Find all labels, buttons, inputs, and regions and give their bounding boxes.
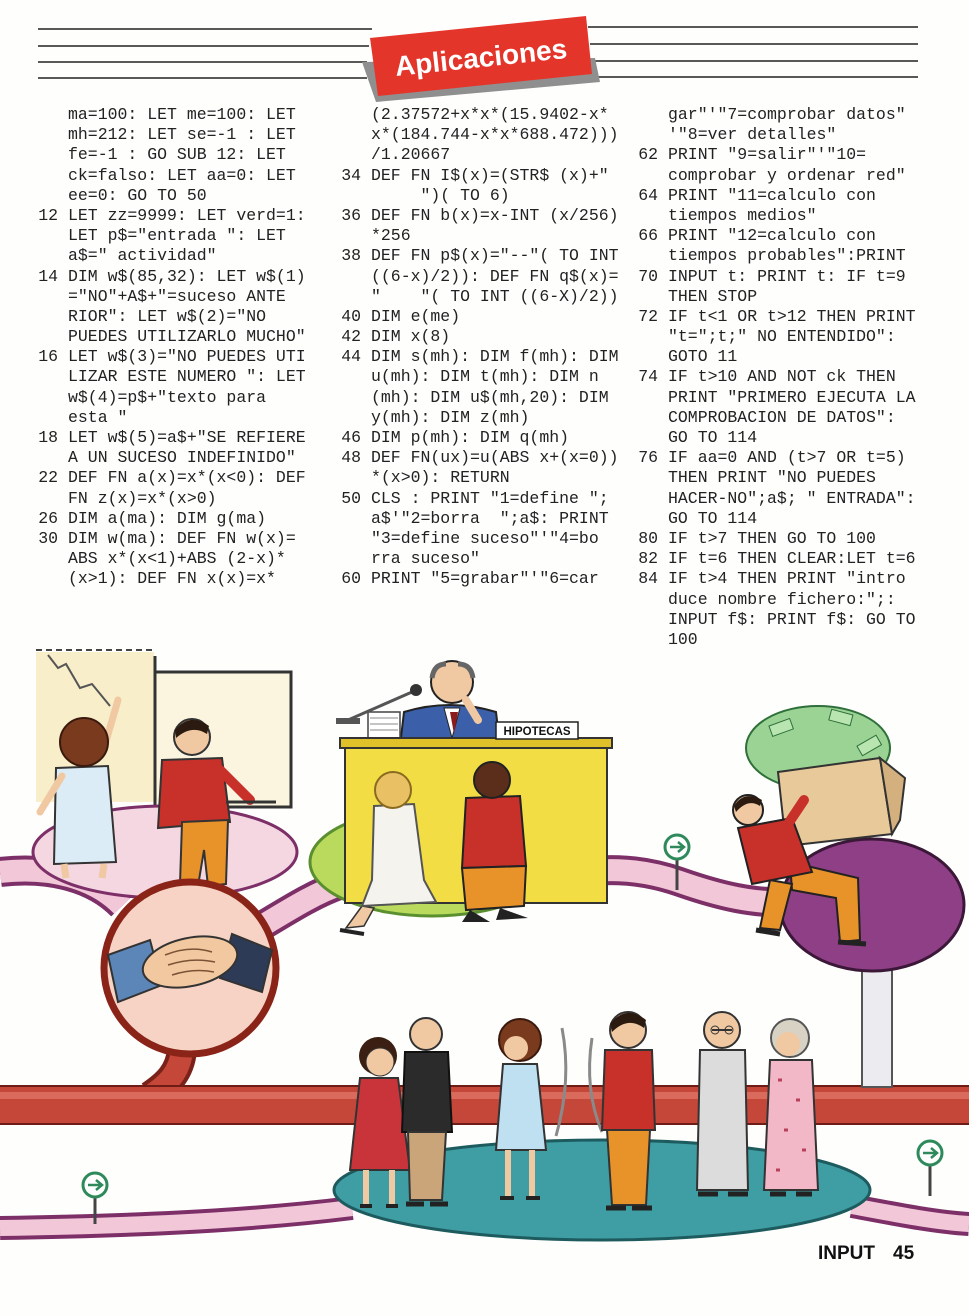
code-statement [338, 307, 630, 327]
code-text: tiempos probables":PRINT [668, 246, 906, 266]
code-line [35, 489, 327, 509]
code-text: DIM s(mh): DIM f(mh): DIM [371, 347, 619, 367]
code-text: DIM w$(85,32): LET w$(1) [68, 266, 306, 286]
code-text: IF t=6 THEN CLEAR:LET t=6 [668, 549, 916, 569]
code-text: IF t<1 OR t>12 THEN PRINT [668, 306, 916, 326]
code-line [635, 307, 927, 327]
code-text: PRINT "9=salir"'"10= [668, 145, 867, 165]
code-line [338, 529, 630, 549]
code-statement [635, 267, 927, 307]
code-text: fe=-1 : GO SUB 12: LET [68, 145, 286, 165]
code-column-2 [338, 105, 630, 590]
code-line [35, 569, 327, 589]
code-line [338, 287, 630, 307]
code-text: LET p$="entrada ": LET [68, 226, 286, 246]
code-text: LIZAR ESTE NUMERO ": LET [68, 367, 306, 387]
code-text: LET zz=9999: LET verd=1: [68, 205, 306, 225]
code-text: RIOR": LET w$(2)="NO [68, 306, 267, 326]
code-statement [35, 206, 327, 267]
paper-stack [368, 712, 400, 740]
banker [400, 661, 500, 746]
code-statement [635, 105, 927, 145]
code-line [338, 226, 630, 246]
line-number: 62 [638, 145, 658, 165]
mortgage-sign-text: HIPOTECAS [503, 726, 571, 738]
code-line [35, 226, 327, 246]
code-text: ee=0: GO TO 50 [68, 185, 207, 205]
code-line [635, 105, 927, 125]
code-text: IF t>4 THEN PRINT "intro [668, 569, 906, 589]
oval-stem [862, 960, 892, 1087]
old-woman-pink-dress [764, 1019, 818, 1194]
code-statement [338, 206, 630, 246]
code-statement [338, 428, 630, 448]
code-text: A UN SUCESO INDEFINIDO" [68, 448, 296, 468]
line-number: 84 [638, 569, 658, 589]
code-text: " "( TO INT ((6-X)/2)) [371, 286, 619, 306]
code-statement [35, 428, 327, 468]
code-line [35, 186, 327, 206]
code-text: IF t>10 AND NOT ck THEN [668, 367, 896, 387]
code-statement [635, 569, 927, 650]
line-number: 18 [38, 428, 58, 447]
code-text: DEF FN I$(x)=(STR$ (x)+" [371, 165, 609, 185]
code-text: THEN PRINT "NO PUEDES [668, 468, 876, 488]
code-line [35, 347, 327, 367]
code-line [35, 166, 327, 186]
code-line [35, 246, 327, 266]
code-text: ABS x*(x<1)+ABS (2-x)* [68, 549, 286, 569]
code-text: DIM e(me) [371, 306, 461, 326]
code-text: GO TO 114 [668, 428, 758, 447]
code-line [635, 549, 927, 569]
code-line [338, 569, 630, 589]
code-text: GOTO 11 [668, 347, 738, 367]
code-statement [35, 105, 327, 206]
code-text: ma=100: LET me=100: LET [68, 105, 296, 124]
code-text: tiempos medios" [668, 205, 817, 225]
line-number: 38 [341, 246, 361, 266]
code-text: x*(184.744-x*x*688.472))) [371, 125, 619, 145]
code-text: PRINT "PRIMERO EJECUTA LA [668, 387, 916, 407]
code-line [635, 347, 927, 367]
code-line [35, 428, 327, 448]
code-line [635, 529, 927, 549]
code-line [338, 166, 630, 186]
code-line [635, 408, 927, 428]
red-band [0, 1086, 969, 1124]
crack-scene [33, 650, 297, 898]
code-text: *256 [371, 226, 411, 246]
line-number: 26 [38, 508, 58, 528]
code-text: (2.37572+x*x*(15.9402-x* [371, 105, 609, 124]
code-statement [635, 549, 927, 569]
line-number: 44 [341, 347, 361, 367]
line-number: 16 [38, 347, 58, 367]
code-text: y(mh): DIM z(mh) [371, 407, 530, 427]
illustration [0, 640, 969, 1245]
code-text: LET w$(3)="NO PUEDES UTI [68, 347, 306, 367]
code-line [35, 287, 327, 307]
line-number: 12 [38, 205, 58, 225]
code-line [635, 489, 927, 509]
code-text: ck=falso: LET aa=0: LET [68, 165, 296, 185]
code-text: FN z(x)=x*(x>0) [68, 488, 217, 508]
line-number: 74 [638, 367, 658, 387]
code-text: PRINT "11=calculo con [668, 185, 876, 205]
code-line [338, 105, 630, 125]
code-line [338, 408, 630, 428]
code-text: DEF FN a(x)=x*(x<0): DEF [68, 468, 306, 488]
code-column-3 [635, 105, 927, 650]
code-line [635, 448, 927, 468]
code-text: duce nombre fichero:";: [668, 589, 896, 609]
code-line [635, 428, 927, 448]
code-statement [338, 347, 630, 428]
code-text: a$'"2=borra ";a$: PRINT [371, 508, 609, 528]
code-line [338, 307, 630, 327]
code-statement [338, 105, 630, 166]
code-text: w$(4)=p$+"texto para [68, 387, 267, 407]
code-text: u(mh): DIM t(mh): DIM n [371, 367, 599, 387]
code-statement [35, 267, 327, 348]
code-text: comprobar y ordenar red" [668, 165, 906, 185]
code-line [338, 549, 630, 569]
code-text: PUEDES UTILIZARLO MUCHO" [68, 327, 306, 347]
code-text: rra suceso" [371, 549, 480, 569]
code-line [35, 367, 327, 387]
code-line [338, 428, 630, 448]
code-text: THEN STOP [668, 286, 758, 306]
code-text: DIM x(8) [371, 327, 451, 347]
code-text: IF aa=0 AND (t>7 OR t=5) [668, 448, 906, 468]
code-line [635, 226, 927, 246]
old-man-glasses [697, 1012, 748, 1194]
code-line [635, 125, 927, 145]
code-text: INPUT f$: PRINT f$: GO TO [668, 609, 916, 629]
code-text: IF t>7 THEN GO TO 100 [668, 528, 876, 548]
code-text: DIM a(ma): DIM g(ma) [68, 508, 267, 528]
code-line [338, 367, 630, 387]
line-number: 14 [38, 266, 58, 286]
code-line [635, 509, 927, 529]
code-line [35, 307, 327, 327]
code-line [35, 267, 327, 287]
code-text: DIM w(ma): DEF FN w(x)= [68, 528, 296, 548]
line-number: 40 [341, 306, 361, 326]
line-number: 80 [638, 528, 658, 548]
code-statement [35, 347, 327, 428]
code-text: mh=212: LET se=-1 : LET [68, 125, 296, 145]
code-line [35, 206, 327, 226]
line-number: 48 [341, 448, 361, 468]
page-footer [818, 1243, 914, 1265]
code-line [338, 347, 630, 367]
code-line [338, 246, 630, 266]
code-text: gar"'"7=comprobar datos" [668, 105, 906, 124]
code-line [35, 125, 327, 145]
code-line [635, 287, 927, 307]
code-line [338, 125, 630, 145]
code-text: HACER-NO";a$; " ENTRADA": [668, 488, 916, 508]
code-line [35, 509, 327, 529]
code-text: esta " [68, 407, 128, 427]
code-line [635, 569, 927, 589]
code-statement [635, 448, 927, 529]
code-text: DEF FN p$(x)="--"( TO INT [371, 246, 619, 266]
code-text: 100 [668, 629, 698, 649]
line-number: 72 [638, 306, 658, 326]
code-text: /1.20667 [371, 145, 451, 165]
code-text: (x>1): DEF FN x(x)=x* [68, 569, 276, 589]
code-line [635, 186, 927, 206]
code-line [35, 529, 327, 549]
code-statement [338, 569, 630, 589]
line-number: 70 [638, 266, 658, 286]
code-line [338, 468, 630, 488]
code-text: ((6-x)/2)): DEF FN q$(x)= [371, 266, 619, 286]
code-statement [338, 246, 630, 307]
code-line [635, 590, 927, 610]
code-line [35, 145, 327, 165]
code-statement [338, 448, 630, 488]
code-line [635, 630, 927, 650]
handshake-circle [104, 882, 276, 1054]
code-text: '"8=ver detalles" [668, 125, 837, 145]
code-column-1 [35, 105, 327, 590]
code-statement [635, 226, 927, 266]
line-number: 36 [341, 205, 361, 225]
code-line [635, 610, 927, 630]
code-line [635, 145, 927, 165]
page-number: 45 [893, 1243, 915, 1264]
code-line [35, 105, 327, 125]
code-text: INPUT t: PRINT t: IF t=9 [668, 266, 906, 286]
code-statement [35, 529, 327, 590]
code-text: DEF FN(ux)=u(ABS x+(x=0)) [371, 448, 619, 468]
code-statement [635, 529, 927, 549]
code-line [635, 327, 927, 347]
code-line [35, 448, 327, 468]
code-line [35, 408, 327, 428]
line-number: 30 [38, 528, 58, 548]
mortgage-sign [496, 722, 578, 739]
code-statement [338, 166, 630, 206]
code-statement [635, 186, 927, 226]
auction-scene [310, 661, 612, 934]
code-line [35, 388, 327, 408]
code-line [338, 206, 630, 226]
line-number: 76 [638, 448, 658, 468]
code-line [338, 186, 630, 206]
code-line [35, 549, 327, 569]
line-number: 60 [341, 569, 361, 589]
line-number: 46 [341, 428, 361, 447]
code-text: COMPROBACION DE DATOS": [668, 407, 896, 427]
code-text: ="NO"+A$+"=suceso ANTE [68, 286, 286, 306]
code-line [635, 166, 927, 186]
code-text: PRINT "12=calculo con [668, 226, 876, 246]
code-line [635, 468, 927, 488]
man-red-sweater [602, 1012, 655, 1208]
code-text: GO TO 114 [668, 508, 758, 528]
line-number: 64 [638, 185, 658, 205]
code-text: (mh): DIM u$(mh,20): DIM [371, 387, 609, 407]
code-text: CLS : PRINT "1=define "; [371, 488, 609, 508]
code-line [338, 489, 630, 509]
code-text: "t=";t;" NO ENTENDIDO": [668, 327, 896, 347]
code-line [338, 448, 630, 468]
magazine-name: INPUT [818, 1243, 875, 1264]
code-line [338, 145, 630, 165]
code-line [338, 509, 630, 529]
line-number: 22 [38, 468, 58, 488]
code-line [338, 327, 630, 347]
line-number: 82 [638, 549, 658, 569]
line-number: 50 [341, 488, 361, 508]
code-text: PRINT "5=grabar"'"6=car [371, 569, 599, 589]
code-line [635, 246, 927, 266]
code-line [635, 206, 927, 226]
line-number: 34 [341, 165, 361, 185]
code-text: DEF FN b(x)=x-INT (x/256) [371, 205, 619, 225]
code-line [635, 367, 927, 387]
code-statement [35, 468, 327, 508]
section-header [0, 0, 969, 105]
code-statement [635, 367, 927, 448]
code-statement [338, 489, 630, 570]
code-text: LET w$(5)=a$+"SE REFIERE [68, 428, 306, 447]
code-line [338, 267, 630, 287]
code-line [635, 267, 927, 287]
section-title: Aplicaciones [393, 33, 569, 82]
road-sign-arrow-icon [918, 1141, 942, 1196]
code-text: "3=define suceso"'"4=bo [371, 528, 599, 548]
code-statement [635, 145, 927, 185]
code-text: ")( TO 6) [371, 185, 510, 205]
line-number: 66 [638, 226, 658, 246]
code-statement [35, 509, 327, 529]
code-line [635, 388, 927, 408]
code-text: a$=" actividad" [68, 246, 217, 266]
code-text: *(x>0): RETURN [371, 468, 510, 488]
code-statement [338, 327, 630, 347]
code-line [338, 388, 630, 408]
code-text: DIM p(mh): DIM q(mh) [371, 428, 570, 447]
code-statement [635, 307, 927, 368]
code-line [35, 327, 327, 347]
line-number: 42 [341, 327, 361, 347]
code-line [35, 468, 327, 488]
